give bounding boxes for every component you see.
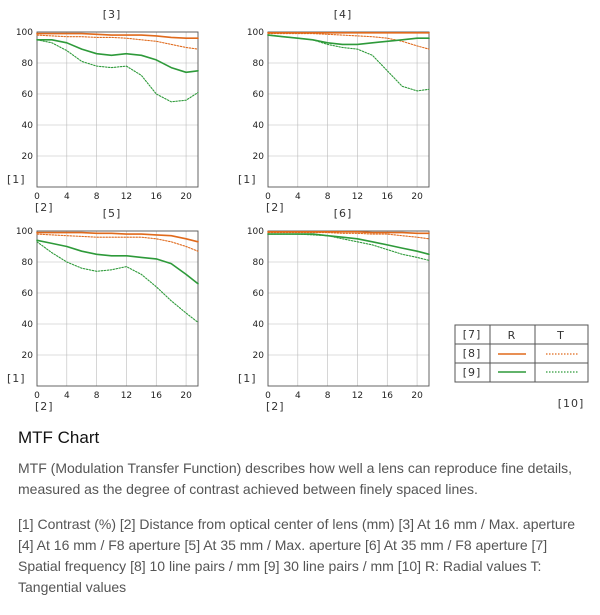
x-tick-label: 0 xyxy=(265,391,271,401)
y-tick-label: 100 xyxy=(246,28,264,38)
caption-title: MTF Chart xyxy=(18,428,100,447)
y-axis-label: [1] xyxy=(238,173,257,186)
x-tick-label: 8 xyxy=(324,192,331,202)
y-axis-label: [1] xyxy=(7,173,26,186)
y-tick-label: 100 xyxy=(15,28,33,38)
y-tick-label: 40 xyxy=(252,320,264,330)
panel-title: [3] xyxy=(102,8,122,21)
x-tick-label: 0 xyxy=(265,192,271,202)
series-line-r9 xyxy=(268,234,429,254)
caption-key: [1] Contrast (%) [2] Distance from optical center of lens (mm) [3] At 16 mm / Max. aperture [4] At 16 mm / F8 aperture [5] At 35 mm / Max. aperture [6] At 35 mm / F8 aperture [7] Spatial frequency [8] 10 line pairs / mm [9] 30 line pairs / mm [10] R: Radial values T: Tangential values xyxy=(18,516,576,595)
y-tick-label: 20 xyxy=(252,152,264,162)
x-tick-label: 16 xyxy=(381,192,393,202)
y-tick-label: 100 xyxy=(246,227,264,237)
x-tick-label: 16 xyxy=(150,192,162,202)
y-tick-label: 60 xyxy=(21,289,33,299)
caption xyxy=(18,428,590,612)
x-tick-label: 20 xyxy=(180,391,192,401)
x-axis-label: [2] xyxy=(266,400,285,413)
x-axis-label: [2] xyxy=(266,201,285,214)
legend-row-10lp: [8] xyxy=(462,347,482,360)
x-tick-label: 4 xyxy=(63,192,70,202)
x-tick-label: 4 xyxy=(294,192,301,202)
y-tick-label: 60 xyxy=(252,289,264,299)
x-tick-label: 12 xyxy=(120,391,133,401)
legend-row-30lp: [9] xyxy=(462,366,482,379)
legend-header-label: [7] xyxy=(462,328,482,341)
plot-frame xyxy=(268,32,429,187)
x-tick-label: 0 xyxy=(34,192,40,202)
x-tick-label: 0 xyxy=(34,391,40,401)
y-axis-label: [1] xyxy=(238,372,257,385)
y-tick-label: 20 xyxy=(21,351,33,361)
x-tick-label: 4 xyxy=(63,391,70,401)
y-tick-label: 20 xyxy=(252,351,264,361)
legend-col-tangential: T xyxy=(557,329,565,342)
series-line-r9 xyxy=(268,35,429,44)
x-tick-label: 12 xyxy=(351,391,364,401)
legend-col-radial: R xyxy=(507,329,517,342)
x-tick-label: 8 xyxy=(93,192,100,202)
mtf-panel-1 xyxy=(7,8,198,214)
panel-title: [5] xyxy=(102,207,122,220)
x-tick-label: 4 xyxy=(294,391,301,401)
y-tick-label: 80 xyxy=(252,59,264,69)
x-tick-label: 12 xyxy=(351,192,364,202)
y-tick-label: 80 xyxy=(21,258,33,268)
y-tick-label: 60 xyxy=(252,90,264,100)
series-line-t8 xyxy=(268,34,429,50)
y-tick-label: 80 xyxy=(252,258,264,268)
x-axis-label: [2] xyxy=(35,201,54,214)
panel-title: [6] xyxy=(333,207,353,220)
panel-title: [4] xyxy=(333,8,353,21)
y-tick-label: 80 xyxy=(21,59,33,69)
y-tick-label: 40 xyxy=(21,121,33,131)
x-axis-label: [2] xyxy=(35,400,54,413)
x-tick-label: 20 xyxy=(411,391,423,401)
x-tick-label: 20 xyxy=(411,192,423,202)
x-tick-label: 16 xyxy=(381,391,393,401)
mtf-panel-2 xyxy=(238,8,429,214)
mtf-legend xyxy=(455,325,588,410)
series-line-t9 xyxy=(37,242,198,323)
y-tick-label: 40 xyxy=(21,320,33,330)
series-line-t9 xyxy=(37,40,198,102)
x-tick-label: 20 xyxy=(180,192,192,202)
plot-frame xyxy=(268,231,429,386)
y-tick-label: 20 xyxy=(21,152,33,162)
x-tick-label: 8 xyxy=(93,391,100,401)
legend-note: [10] xyxy=(557,397,585,410)
plot-frame xyxy=(37,231,198,386)
x-tick-label: 16 xyxy=(150,391,162,401)
y-tick-label: 60 xyxy=(21,90,33,100)
mtf-panels xyxy=(7,8,429,413)
mtf-panel-3 xyxy=(7,207,198,413)
x-tick-label: 12 xyxy=(120,192,133,202)
y-tick-label: 40 xyxy=(252,121,264,131)
caption-intro: MTF (Modulation Transfer Function) describes how well a lens can reproduce fine details, measured as the degree of contrast achieved between finely spaced lines. xyxy=(18,460,573,497)
y-tick-label: 100 xyxy=(15,227,33,237)
x-tick-label: 8 xyxy=(324,391,331,401)
mtf-panel-4 xyxy=(238,207,429,413)
y-axis-label: [1] xyxy=(7,372,26,385)
